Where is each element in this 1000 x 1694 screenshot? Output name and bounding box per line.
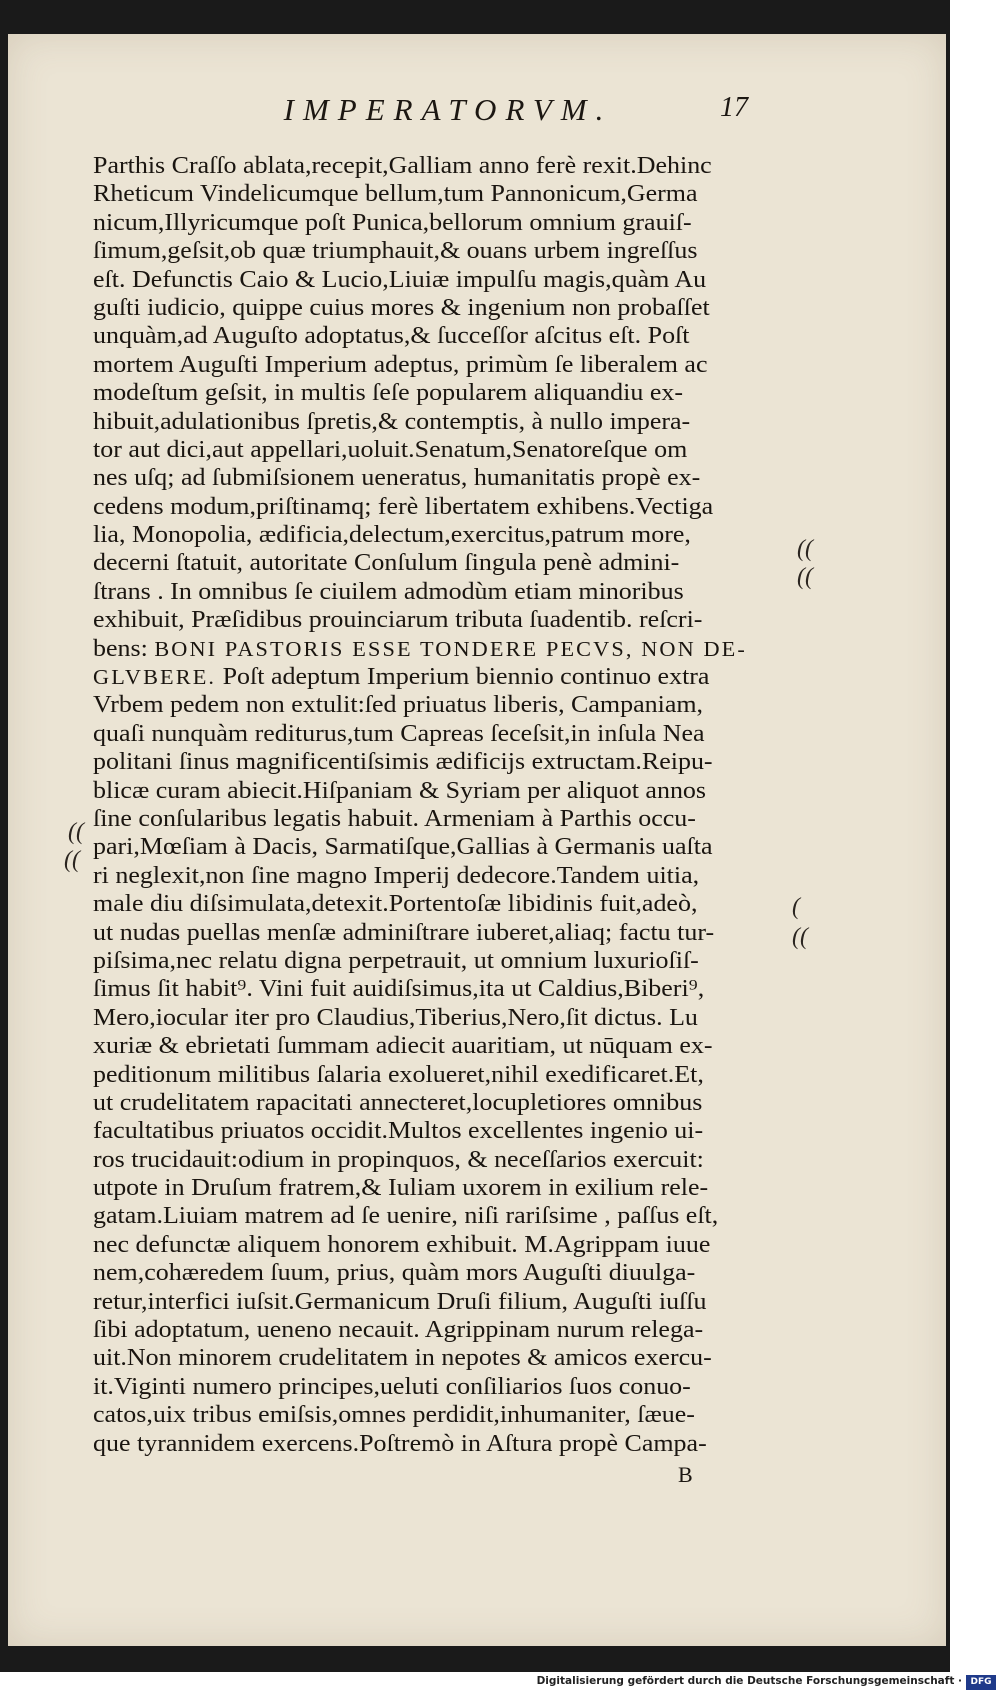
text-line: ſine conſularibus legatis habuit. Armeniam à Parthis occu- — [93, 804, 696, 832]
text-line: Mero,iocular iter pro Claudius,Tiberius,Nero,ſit dictus. Lu — [93, 1003, 698, 1031]
text-line: retur,interfici iuſsit.Germanicum Druſi filium, Auguſti iuſſu — [93, 1287, 707, 1315]
margin-note: (( — [64, 847, 80, 873]
page-number: 17 — [720, 92, 748, 123]
text-line: xuriæ & ebrietati ſummam adiecit auaritiam, ut nūquam ex- — [93, 1032, 713, 1060]
text-line: Vrbem pedem non extulit:ſed priuatus liberis, Campaniam, — [93, 691, 704, 719]
text-line: guſti iudicio, quippe cuius mores & ingenium non probaſſet — [93, 293, 710, 321]
text-line: ſibi adoptatum, ueneno necauit. Agrippinam nurum relega- — [93, 1316, 704, 1344]
text-line: ſimus ſit habit⁹. Vini fuit auidiſsimus,ita ut Caldius,Biberi⁹, — [93, 975, 705, 1003]
text-line: facultatibus priuatos occidit.Multos excellentes ingenio ui- — [93, 1117, 704, 1145]
text-line: eſt. Defunctis Caio & Lucio,Liuiæ impulſu magis,quàm Au — [93, 265, 707, 293]
text-line: ſtrans . In omnibus ſe ciuilem admodùm etiam minoribus — [93, 577, 684, 605]
text-line: quaſi nunquàm rediturus,tum Capreas ſeceſsit,in inſula Nea — [93, 719, 705, 747]
text-line: it.Viginti numero principes,ueluti conſiliarios ſuos conuo- — [93, 1372, 691, 1400]
text-line: pari,Mœſiam à Dacis, Sarmatiſque,Gallias à Germanis uaſta — [93, 833, 713, 861]
text-line: que tyrannidem exercens.Poſtremò in Aſtura propè Campa- — [93, 1429, 707, 1457]
text-line: cedens modum,priſtinamq; ferè libertatem exhibens.Vectiga — [93, 492, 714, 520]
text-line: gatam.Liuiam matrem ad ſe uenire, niſi rariſsime , paſſus eſt, — [93, 1202, 719, 1230]
margin-note: (( — [797, 564, 813, 590]
margin-note: (( — [68, 819, 84, 845]
text-line: ros trucidauit:odium in propinquos, & neceſſarios exercuit: — [93, 1145, 704, 1173]
margin-note: (( — [797, 536, 813, 562]
text-line: lia, Monopolia, ædificia,delectum,exercitus,patrum more, — [93, 521, 691, 549]
text-line: nes uſq; ad ſubmiſsionem ueneratus, humanitatis propè ex- — [93, 464, 701, 492]
text-line: peditionum militibus ſalaria exolueret,nihil exedificaret.Et, — [93, 1060, 704, 1088]
running-title: IMPERATORVM. — [283, 92, 613, 127]
text-line: nem,cohæredem ſuum, prius, quàm mors Auguſti diuulga- — [93, 1259, 696, 1287]
text-line: nicum,Illyricumque poſt Punica,bellorum omnium grauiſ- — [93, 208, 692, 236]
text-line: bens: BONI PASTORIS ESSE TONDERE PECVS, NON DE- — [93, 634, 747, 662]
text-line: modeſtum geſsit, in multis ſeſe popularem aliquandiu ex- — [93, 379, 683, 407]
text-line: Parthis Craſſo ablata,recepit,Galliam anno ferè rexit.Dehinc — [93, 152, 712, 179]
text-line: nec defunctæ aliquem honorem exhibuit. M.Agrippam iuue — [93, 1230, 711, 1258]
signature-mark: B — [678, 1462, 693, 1487]
text-line: decerni ſtatuit, autoritate Conſulum ſingula penè admini- — [93, 549, 680, 577]
text-line: ut nudas puellas menſæ adminiſtrare iuberet,aliaq; factu tur- — [93, 918, 715, 946]
text-line: piſsima,nec relatu digna perpetrauit, ut omnium luxurioſiſ- — [93, 946, 699, 974]
margin-note: (( — [792, 924, 808, 950]
text-line: hibuit,adulationibus ſpretis,& contemptis, à nullo impera- — [93, 407, 691, 435]
text-line: politani ſinus magnificentiſsimis ædificijs extructam.Reipu- — [93, 748, 713, 776]
text-line: utpote in Druſum fratrem,& Iuliam uxorem in exilium rele- — [93, 1174, 709, 1202]
text-line: exhibuit, Præſidibus prouinciarum tributa ſuadentib. reſcri- — [93, 606, 703, 634]
text-line: ut crudelitatem rapacitati annecteret,locupletiores omnibus — [93, 1088, 703, 1116]
text-line: GLVBERE. Poſt adeptum Imperium biennio continuo extra — [93, 663, 710, 691]
text-line: male diu diſsimulata,detexit.Portentoſæ libidinis fuit,adeò, — [93, 890, 698, 918]
text-line: catos,uix tribus emiſsis,omnes perdidit,inhumaniter, ſæue- — [93, 1401, 695, 1429]
text-line: ſimum,geſsit,ob quæ triumphauit,& ouans urbem ingreſſus — [93, 237, 698, 265]
text-line: tor aut dici,aut appellari,uoluit.Senatum,Senatoreſque om — [93, 435, 688, 463]
funding-credit: Digitalisierung gefördert durch die Deutsche Forschungsgemeinschaft · — [536, 1675, 962, 1687]
marginalia — [8, 34, 946, 1646]
text-line: unquàm,ad Auguſto adoptatus,& ſucceſſor aſcitus eſt. Poſt — [93, 322, 690, 350]
margin-note: ( — [792, 894, 800, 920]
text-line: uit.Non minorem crudelitatem in nepotes & amicos exercu- — [93, 1344, 712, 1372]
book-page — [8, 34, 946, 1646]
text-line: mortem Auguſti Imperium adeptus, primùm ſe liberalem ac — [93, 350, 708, 378]
dfg-logo: DFG — [966, 1675, 996, 1690]
credit-bar — [0, 1672, 1000, 1694]
text-line: blicæ curam abiecit.Hiſpaniam & Syriam per aliquot annos — [93, 776, 707, 804]
text-line: Rheticum Vindelicumque bellum,tum Pannonicum,Germa — [93, 180, 698, 208]
text-line: ri neglexit,non ſine magno Imperij dedecore.Tandem uitia, — [93, 861, 700, 889]
